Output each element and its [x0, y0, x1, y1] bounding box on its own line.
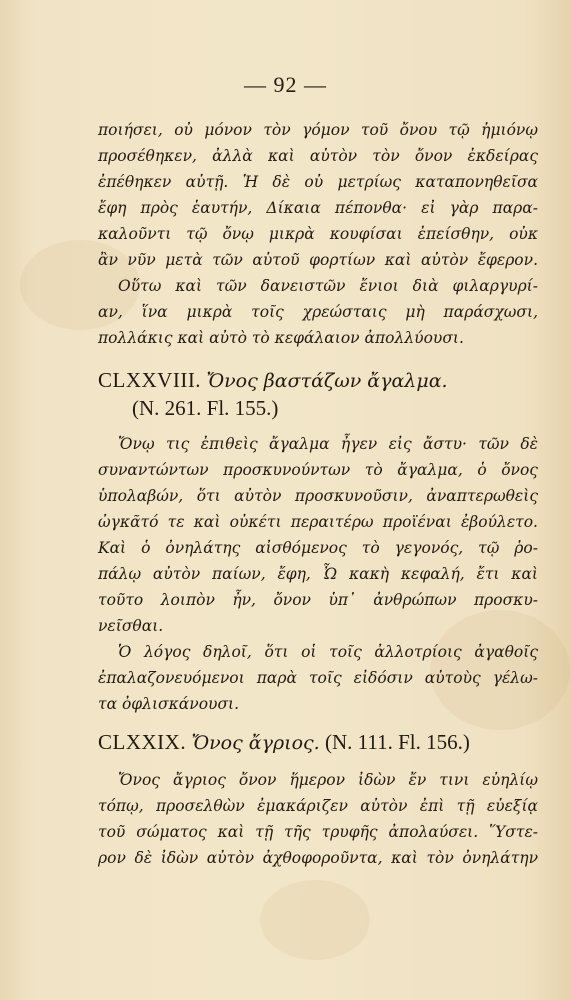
- text-line: νεῖσθαι.: [98, 617, 164, 635]
- text-line: ἐπέθηκεν αὐτῇ. Ἡ δὲ οὐ μετρίως καταπονηθεῖσα: [98, 173, 538, 191]
- text-line: συναντώντων προσκυνούντων τὸ ἄγαλμα, ὁ ὄνος: [98, 461, 538, 479]
- text-line: καλοῦντι τῷ ὄνῳ μικρὰ κουφίσαι ἐπείσθην, οὐκ: [98, 225, 538, 243]
- text-line: Οὕτω καὶ τῶν δανειστῶν ἔνιοι διὰ φιλαργυρί-: [118, 277, 538, 295]
- text-line: αν, ἵνα μικρὰ τοῖς χρεώσταις μὴ παράσχωσι,: [98, 303, 538, 321]
- fable-reference: (N. 111. Fl. 156.): [324, 730, 470, 754]
- text-line: πολλάκις καὶ αὐτὸ τὸ κεφάλαιον ἀπολλύουσι.: [98, 329, 464, 347]
- fable-heading: [98, 728, 548, 757]
- text-line: ποιήσει, οὐ μόνον τὸν γόμον τοῦ ὄνου τῷ ἡμιόνῳ: [98, 121, 538, 139]
- text-line: Ὄνῳ τις ἐπιθεὶς ἄγαλμα ἦγεν εἰς ἄστυ· τῶν δὲ: [118, 435, 538, 453]
- text-line: Ὄνος ἄγριος ὄνον ἥμερον ἰδὼν ἔν τινι εὐηλίῳ: [118, 771, 538, 789]
- text-line: ἔφη πρὸς ἑαυτήν, Δίκαια πέπονθα· εἰ γὰρ παρα-: [98, 199, 538, 217]
- fable-number: CLXXIX.: [98, 730, 187, 754]
- text-line: ρον δὲ ἰδὼν αὐτὸν ἀχθοφοροῦντα, καὶ τὸν ὀνηλάτην: [98, 849, 538, 867]
- paper-stain: [260, 880, 370, 960]
- page-number: — 92 —: [244, 72, 327, 97]
- fable-title: Ὄνος βαστάζων ἄγαλμα.: [206, 370, 448, 392]
- text-line: Ὁ λόγος δηλοῖ, ὅτι οἱ τοῖς ἀλλοτρίοις ἀγαθοῖς: [118, 643, 538, 661]
- fable-number: CLXXVIII.: [98, 368, 202, 392]
- text-line: πάλῳ αὐτὸν παίων, ἔφη, Ὦ κακὴ κεφαλή, ἔτι καὶ: [98, 565, 538, 583]
- text-line: τοῦτο λοιπὸν ἦν, ὄνον ὑπ᾽ ἀνθρώπων προσκυ-: [98, 591, 538, 609]
- text-line: τα ὀφλισκάνουσι.: [98, 695, 240, 713]
- text-line: τόπῳ, προσελθὼν ἐμακάριζεν αὐτὸν ἐπὶ τῇ εὐεξίᾳ: [98, 797, 538, 815]
- text-line: προσέθηκεν, ἀλλὰ καὶ αὐτὸν τὸν ὄνον ἐκδείρας: [98, 147, 538, 165]
- text-line: ὠγκᾶτό τε καὶ οὐκέτι περαιτέρω προϊέναι ἐβούλετο.: [98, 513, 538, 531]
- fable-title: Ὄνος ἄγριος.: [191, 732, 320, 754]
- fable-heading: [98, 366, 548, 395]
- text-line: ἐπαλαζονευόμενοι παρὰ τοῖς εἰδόσιν αὐτοὺς γέλω-: [98, 669, 538, 687]
- text-line: ἂν νῦν μετὰ τῶν αὐτοῦ φορτίων καὶ αὐτὸν ἔφερον.: [98, 251, 538, 269]
- text-line: ὑπολαβών, ὅτι αὐτὸν προσκυνοῦσιν, ἀναπτερωθεὶς: [98, 487, 538, 505]
- text-line: τοῦ σώματος καὶ τῇ τῆς τρυφῆς ἀπολαύσει. Ὕστε-: [98, 823, 538, 841]
- text-line: Καὶ ὁ ὀνηλάτης αἰσθόμενος τὸ γεγονός, τῷ ῥο-: [98, 539, 538, 557]
- fable-reference: (N. 261. Fl. 155.): [132, 396, 279, 420]
